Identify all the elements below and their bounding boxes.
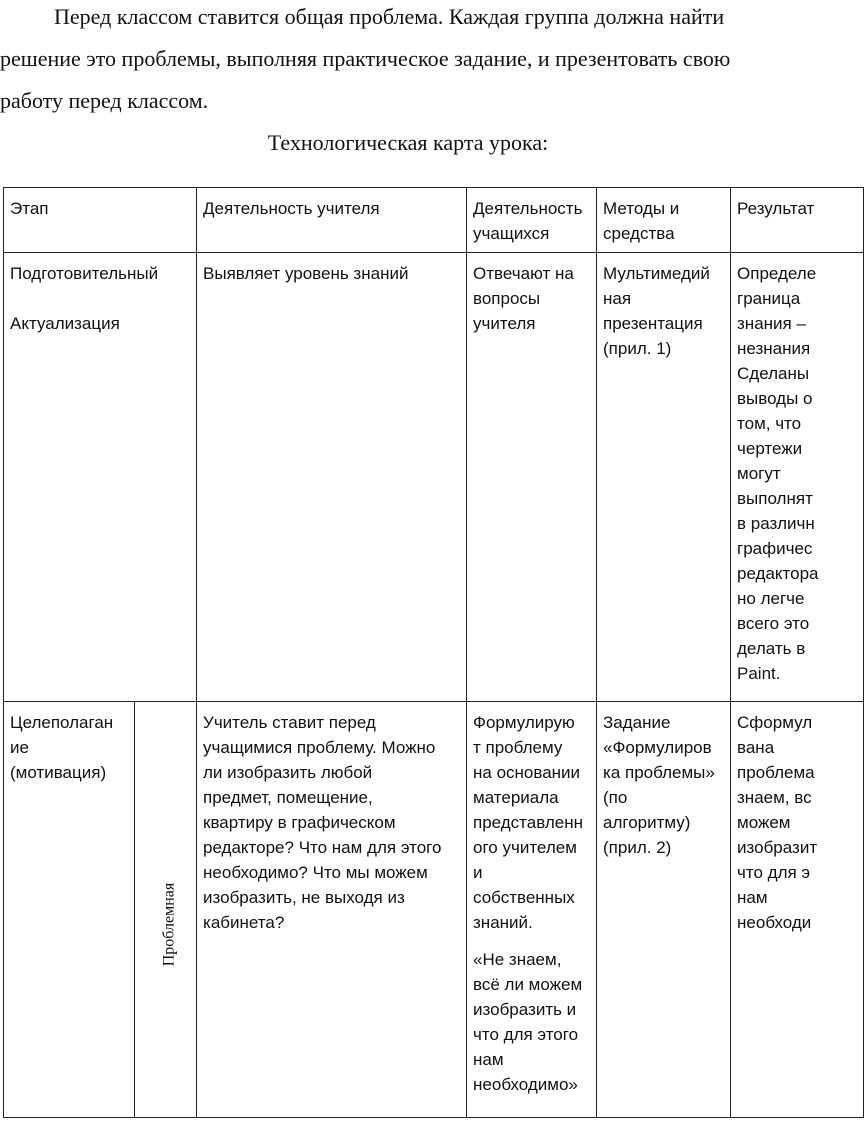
cell-teacher-preparatory: Выявляет уровень знаний — [197, 253, 467, 702]
cell-stage-goal-setting: Целеполаган ие (мотивация) — [4, 702, 135, 1118]
cell-result-preparatory: Определе граница знания – незнания Сделаны выводы о том, что чертежи могут выполнят в различн графичес редактора но легче всего это делать в Paint. — [731, 253, 864, 702]
substage-vertical-label: Проблемная — [160, 882, 178, 967]
intro-line-1: Перед классом ставится общая проблема. Каждая группа должна найти — [54, 4, 725, 29]
header-stage: Этап — [4, 188, 197, 253]
cell-students-preparatory: Отвечают на вопросы учителя — [467, 253, 597, 702]
intro-line-3: работу перед классом. — [0, 88, 209, 113]
cell-teacher-goal-setting: Учитель ставит перед учащимися проблему. Можно ли изобразить любой предмет, помещение, квартиру в графическом редакторе? Что нам для этого необходимо? Что мы можем изобразить, не выходя из кабинета? — [197, 702, 467, 1118]
cell-result-goal-setting: Сформул вана проблема знаем, вс можем изобразит что для э нам необходи — [731, 702, 864, 1118]
header-result: Результат — [731, 188, 864, 253]
lesson-table-region — [0, 187, 819, 1134]
cell-substage-problem — [135, 702, 197, 1118]
cell-methods-goal-setting: Задание «Формулиров ка проблемы» (по алгоритму) (прил. 2) — [597, 702, 731, 1118]
table-caption: Технологическая карта урока: — [267, 130, 549, 155]
table-header-row — [4, 188, 864, 253]
intro-line-2: решение это проблемы, выполняя практическое задание, и презентовать свою — [0, 46, 731, 71]
header-teacher-activity: Деятельность учителя — [197, 188, 467, 253]
cell-students-goal-setting: Формулирую т проблему на основании материала представленн ого учителем и собственных знаний. «Не знаем, всё ли можем изобразить и что для этого нам необходимо» — [467, 702, 597, 1118]
table-row — [4, 702, 864, 1118]
header-methods: Методы и средства — [597, 188, 731, 253]
lesson-map-table — [3, 187, 864, 1118]
cell-methods-preparatory: Мультимедий ная презентация (прил. 1) — [597, 253, 731, 702]
header-student-activity: Деятельность учащихся — [467, 188, 597, 253]
table-row — [4, 253, 864, 702]
cell-stage-preparatory: Подготовительный Актуализация — [4, 253, 197, 702]
